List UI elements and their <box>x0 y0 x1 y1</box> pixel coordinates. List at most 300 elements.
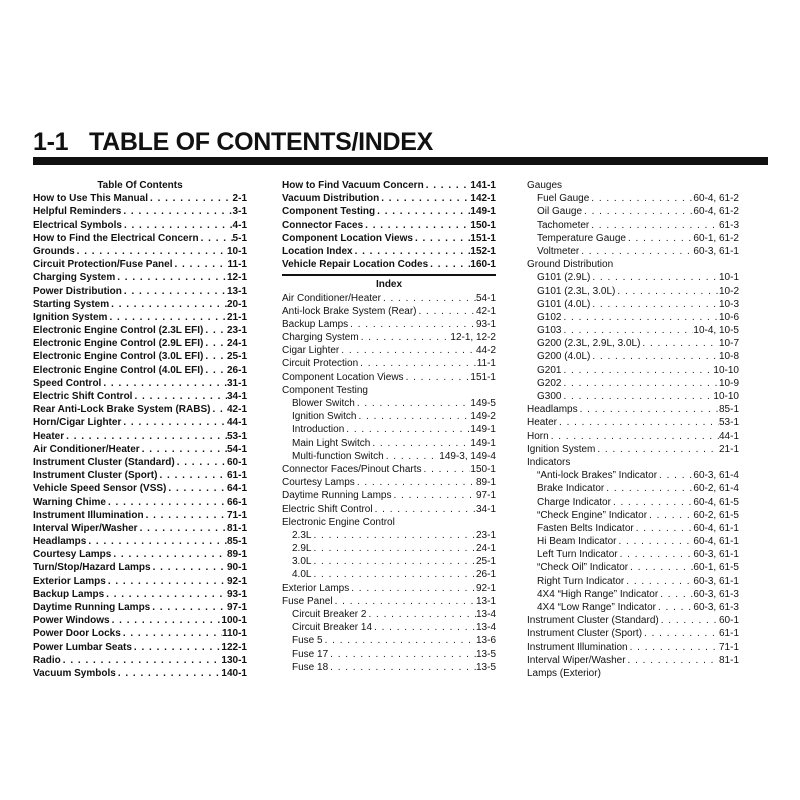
index-entry[interactable] <box>527 509 739 522</box>
dot-leader <box>416 305 476 318</box>
index-entry[interactable] <box>282 621 496 634</box>
toc-title: Table Of Contents <box>97 180 183 191</box>
entry-title: Electrical Symbols <box>33 219 122 231</box>
dot-leader <box>375 205 470 218</box>
entry-title: Electronic Engine Control (4.0L EFI) <box>33 364 204 376</box>
entry-page: 60-1 <box>226 456 247 468</box>
index-rule <box>282 274 496 276</box>
dot-leader <box>151 561 227 574</box>
entry-title: Headlamps <box>33 536 87 548</box>
index-entry[interactable] <box>33 232 247 245</box>
index-group-heading: Component Testing <box>282 384 368 396</box>
entry-title: Brake Indicator <box>537 483 605 495</box>
entry-page: 11-1 <box>227 259 247 271</box>
entry-title: Power Windows <box>33 615 110 627</box>
entry-page: 60-1 <box>718 615 739 627</box>
dot-leader <box>372 621 476 634</box>
entry-page: 149-1 <box>470 206 496 218</box>
dot-leader <box>311 568 476 581</box>
index-entry[interactable] <box>282 608 496 621</box>
index-entry[interactable] <box>33 285 247 298</box>
entry-title: G101 (4.0L) <box>537 298 591 310</box>
index-entry[interactable] <box>282 245 496 258</box>
toc-column-1 <box>33 179 247 680</box>
entry-title: Electronic Engine Control (2.9L EFI) <box>33 338 204 350</box>
dot-leader <box>348 318 476 331</box>
entry-title: Location Index <box>282 245 353 257</box>
dot-leader <box>589 219 719 232</box>
index-entry[interactable] <box>527 430 739 443</box>
entry-title: Connector Faces/Pinout Charts <box>282 463 422 475</box>
dot-leader <box>413 232 470 245</box>
entry-title: Instrument Cluster (Standard) <box>33 456 175 468</box>
index-entry[interactable] <box>33 377 247 390</box>
index-entry[interactable] <box>33 324 247 337</box>
index-entry[interactable] <box>282 410 496 423</box>
entry-title: Circuit Protection <box>282 358 359 370</box>
index-entry[interactable] <box>33 219 247 232</box>
entry-page: 81-1 <box>718 654 739 666</box>
index-group-heading: Indicators <box>527 456 571 468</box>
entry-page: 64-1 <box>226 483 247 495</box>
toc-list <box>33 192 247 680</box>
entry-page: 149-1 <box>470 437 496 449</box>
entry-title: Instrument Illumination <box>527 641 628 653</box>
entry-title: Component Testing <box>282 206 376 218</box>
entry-page: 10-3 <box>718 298 739 310</box>
index-entry[interactable] <box>282 595 496 608</box>
index-entry[interactable] <box>527 496 739 509</box>
index-entry[interactable] <box>282 192 496 205</box>
entry-page: 13-5 <box>475 661 496 673</box>
entry-title: Tachometer <box>537 219 590 231</box>
index-entry[interactable] <box>527 377 739 390</box>
entry-page: 122-1 <box>221 641 247 653</box>
entry-title: How to Use This Manual <box>33 193 149 205</box>
entry-page: 142-1 <box>470 193 496 205</box>
entry-title: Rear Anti-Lock Brake System (RABS) <box>33 404 211 416</box>
index-entry[interactable] <box>282 634 496 647</box>
entry-page: 44-1 <box>226 417 247 429</box>
dot-leader <box>370 437 470 450</box>
page-header <box>33 128 433 157</box>
index-entry[interactable] <box>527 192 739 205</box>
index-entry[interactable] <box>527 548 739 561</box>
dot-leader <box>561 324 693 337</box>
entry-title: Main Light Switch <box>292 437 371 449</box>
entry-page: 97-1 <box>226 602 247 614</box>
entry-page: 60-3, 61-1 <box>693 245 739 257</box>
entry-page: 150-1 <box>470 219 496 231</box>
index-entry[interactable] <box>527 390 739 403</box>
entry-page: 149-3, 149-4 <box>439 450 496 462</box>
entry-page: 97-1 <box>475 490 496 502</box>
dot-leader <box>203 350 227 363</box>
index-entry[interactable] <box>33 192 247 205</box>
dot-leader <box>111 548 227 561</box>
dot-leader <box>373 503 476 516</box>
index-entry[interactable] <box>33 443 247 456</box>
entry-page: 93-1 <box>475 318 496 330</box>
index-entry[interactable] <box>33 535 247 548</box>
dot-leader <box>203 364 227 377</box>
entry-page: 149-1 <box>470 424 496 436</box>
index-entry[interactable] <box>282 542 496 555</box>
entry-title: Oil Gauge <box>537 206 583 218</box>
index-entry[interactable] <box>527 482 739 495</box>
entry-page: 10-7 <box>718 338 739 350</box>
index-entry[interactable] <box>33 575 247 588</box>
index-entry[interactable] <box>527 654 739 667</box>
dot-leader <box>64 430 227 443</box>
index-entry[interactable] <box>33 561 247 574</box>
entry-page: 21-1 <box>226 311 247 323</box>
dot-leader <box>626 232 693 245</box>
index-entry[interactable] <box>33 337 247 350</box>
index-entry[interactable] <box>33 496 247 509</box>
entry-page: 10-10 <box>713 391 739 402</box>
index-entry[interactable] <box>33 403 247 416</box>
dot-leader <box>148 192 233 205</box>
index-entry[interactable] <box>527 245 739 258</box>
toc-column-2 <box>282 179 496 674</box>
index-entry[interactable] <box>527 350 739 363</box>
index-entry[interactable] <box>527 324 739 337</box>
entry-page: 26-1 <box>226 364 247 376</box>
entry-page: 90-1 <box>226 562 247 574</box>
index-entry[interactable] <box>527 535 739 548</box>
entry-page: 92-1 <box>226 575 247 587</box>
entry-title: Grounds <box>33 245 75 257</box>
entry-title: Starting System <box>33 298 110 310</box>
entry-title: Instrument Illumination <box>33 509 144 521</box>
entry-title: Courtesy Lamps <box>33 549 112 561</box>
entry-page: 54-1 <box>226 443 247 455</box>
entry-title: “Check Oil” Indicator <box>537 562 629 574</box>
dot-leader <box>626 654 719 667</box>
entry-page: 23-1 <box>475 529 496 541</box>
index-entry[interactable] <box>527 416 739 429</box>
index-entry[interactable] <box>527 298 739 311</box>
entry-title: Power Distribution <box>33 285 122 297</box>
index-entry[interactable] <box>282 489 496 502</box>
index-entry[interactable] <box>527 219 739 232</box>
index-entry[interactable] <box>527 588 739 601</box>
index-entry[interactable] <box>33 258 247 271</box>
index-entry[interactable] <box>282 232 496 245</box>
entry-page: 60-1, 61-2 <box>693 232 739 244</box>
dot-leader <box>116 667 222 680</box>
entry-title: Vacuum Symbols <box>33 667 116 679</box>
dot-leader <box>363 219 470 232</box>
entry-title: Electric Shift Control <box>282 503 373 515</box>
entry-page: 2-1 <box>232 193 247 205</box>
index-entry[interactable] <box>282 305 496 318</box>
dot-leader <box>549 430 719 443</box>
index-entry[interactable] <box>33 364 247 377</box>
index-entry[interactable] <box>33 667 247 680</box>
index-entry[interactable] <box>33 614 247 627</box>
index-entry[interactable] <box>33 469 247 482</box>
entry-page: 140-1 <box>221 667 247 679</box>
dot-leader <box>578 403 719 416</box>
entry-page: 81-1 <box>226 522 247 534</box>
index-entry[interactable] <box>33 641 247 654</box>
entry-page: 23-1 <box>226 325 247 337</box>
entry-title: Headlamps <box>527 404 578 416</box>
index-group-heading: Lamps (Exterior) <box>527 667 601 679</box>
entry-page: 60-3, 61-1 <box>693 549 739 561</box>
index-entry[interactable] <box>282 357 496 370</box>
index-entry[interactable] <box>527 601 739 614</box>
header-rule <box>33 157 768 165</box>
entry-title: Daytime Running Lamps <box>282 490 392 502</box>
entry-title: Daytime Running Lamps <box>33 602 151 614</box>
index-entry[interactable] <box>282 205 496 218</box>
entry-title: Power Door Locks <box>33 628 121 640</box>
entry-title: Component Location Views <box>282 232 413 244</box>
dot-leader <box>379 192 470 205</box>
index-entry[interactable] <box>33 588 247 601</box>
dot-leader <box>359 331 451 344</box>
entry-title: Charging System <box>33 272 116 284</box>
entry-page: 12-1 <box>226 272 247 284</box>
index-entry[interactable] <box>527 271 739 284</box>
entry-title: G202 <box>537 377 562 389</box>
dot-leader <box>106 496 227 509</box>
entry-page: 149-2 <box>470 411 496 423</box>
toc-list-continued <box>282 179 496 271</box>
entry-title: Connector Faces <box>282 219 364 231</box>
index-entry[interactable] <box>527 311 739 324</box>
index-entry[interactable] <box>282 648 496 661</box>
index-entry[interactable] <box>282 219 496 232</box>
index-entry[interactable] <box>282 450 496 463</box>
index-entry[interactable] <box>282 397 496 410</box>
index-entry[interactable] <box>282 568 496 581</box>
entry-page: 130-1 <box>221 654 247 666</box>
index-entry[interactable] <box>527 285 739 298</box>
index-entry[interactable] <box>33 627 247 640</box>
dot-leader <box>355 397 471 410</box>
entry-title: 2.9L <box>292 543 312 555</box>
index-entry[interactable] <box>527 443 739 456</box>
entry-page: 44-1 <box>718 430 739 442</box>
index-list-continued <box>527 179 739 680</box>
entry-page: 10-4, 10-5 <box>693 325 739 337</box>
dot-leader <box>122 219 233 232</box>
entry-title: 4.0L <box>292 569 312 581</box>
entry-title: 4X4 “Low Range” Indicator <box>537 602 656 613</box>
entry-page: 151-1 <box>470 371 496 383</box>
dot-leader <box>590 271 719 284</box>
entry-page: 11-1 <box>476 358 496 370</box>
dot-leader <box>106 575 227 588</box>
index-entry[interactable] <box>33 298 247 311</box>
index-entry[interactable] <box>33 522 247 535</box>
entry-title: G200 (4.0L) <box>537 351 591 363</box>
entry-title: G102 <box>537 311 562 323</box>
dot-leader <box>86 535 227 548</box>
dot-leader <box>61 654 222 667</box>
dot-leader <box>210 403 227 416</box>
entry-page: 152-1 <box>470 245 496 257</box>
entry-page: 20-1 <box>226 298 247 310</box>
entry-title: Component Location Views <box>282 371 404 383</box>
index-entry[interactable] <box>33 509 247 522</box>
index-entry[interactable] <box>33 430 247 443</box>
entry-page: 44-2 <box>475 345 496 357</box>
dot-leader <box>561 390 713 403</box>
dot-leader <box>604 482 693 495</box>
dot-leader <box>358 357 477 370</box>
entry-page: 60-4, 61-2 <box>693 193 739 205</box>
entry-page: 160-1 <box>470 259 496 271</box>
index-entry[interactable] <box>33 416 247 429</box>
index-entry[interactable] <box>33 350 247 363</box>
entry-title: Horn/Cigar Lighter <box>33 417 122 429</box>
index-entry[interactable] <box>33 205 247 218</box>
index-group-heading: Ground Distribution <box>527 259 614 271</box>
entry-page: 61-3 <box>718 219 739 231</box>
index-entry[interactable] <box>282 555 496 568</box>
entry-title: Heater <box>527 417 558 429</box>
entry-page: 10-8 <box>718 351 739 363</box>
index-entry[interactable] <box>282 258 496 271</box>
index-entry[interactable] <box>282 331 496 344</box>
index-entry[interactable] <box>527 614 739 627</box>
entry-title: Hi Beam Indicator <box>537 536 617 548</box>
index-entry[interactable] <box>527 575 739 588</box>
dot-leader <box>121 205 232 218</box>
dot-leader <box>640 337 719 350</box>
entry-page: 54-1 <box>475 292 496 304</box>
index-entry[interactable] <box>282 463 496 476</box>
dot-leader <box>355 476 476 489</box>
entry-title: How to Find Vacuum Concern <box>282 180 424 191</box>
entry-page: 66-1 <box>226 496 247 508</box>
entry-title: Electronic Engine Control (3.0L EFI) <box>33 351 204 363</box>
dot-leader <box>203 337 227 350</box>
dot-leader <box>199 232 233 245</box>
index-entry[interactable] <box>527 337 739 350</box>
dot-leader <box>624 575 693 588</box>
dot-leader <box>311 542 476 555</box>
index-entry[interactable] <box>527 469 739 482</box>
dot-leader <box>384 450 440 463</box>
dot-leader <box>392 489 476 502</box>
entry-title: “Check Engine” Indicator <box>537 509 648 521</box>
entry-title: Right Turn Indicator <box>537 575 625 587</box>
dot-leader <box>122 285 227 298</box>
index-entry[interactable] <box>282 503 496 516</box>
entry-title: Air Conditioner/Heater <box>282 292 381 304</box>
dot-leader <box>424 179 471 192</box>
index-entry[interactable] <box>527 364 739 377</box>
index-entry[interactable] <box>33 456 247 469</box>
dot-leader <box>311 529 476 542</box>
index-entry[interactable] <box>33 548 247 561</box>
index-entry[interactable] <box>282 179 496 192</box>
entry-title: Turn/Stop/Hazard Lamps <box>33 562 151 574</box>
entry-title: G101 (2.3L, 3.0L) <box>537 285 616 297</box>
dot-leader <box>658 588 693 601</box>
index-entry[interactable] <box>33 271 247 284</box>
index-entry[interactable] <box>282 529 496 542</box>
index-entry[interactable] <box>527 403 739 416</box>
entry-page: 141-1 <box>470 180 496 191</box>
entry-title: Heater <box>33 430 65 442</box>
index-entry[interactable] <box>282 292 496 305</box>
index-entry[interactable] <box>282 476 496 489</box>
index-entry[interactable] <box>33 601 247 614</box>
dot-leader <box>138 522 227 535</box>
entry-page: 71-1 <box>226 509 247 521</box>
entry-page: 24-1 <box>226 338 247 350</box>
dot-leader <box>611 496 693 509</box>
entry-page: 60-4, 61-2 <box>693 206 739 218</box>
index-entry[interactable] <box>527 561 739 574</box>
dot-leader <box>628 561 693 574</box>
entry-page: 60-3, 61-3 <box>693 602 739 613</box>
entry-title: Multi-function Switch <box>292 450 384 462</box>
index-entry[interactable] <box>527 627 739 640</box>
entry-page: 60-2, 61-5 <box>693 509 739 521</box>
index-entry[interactable] <box>33 311 247 324</box>
dot-leader <box>616 535 693 548</box>
index-entry[interactable] <box>282 437 496 450</box>
index-entry[interactable] <box>527 205 739 218</box>
dot-leader <box>356 410 470 423</box>
entry-title: Fuse 5 <box>292 635 323 647</box>
entry-title: Air Conditioner/Heater <box>33 443 140 455</box>
index-entry[interactable] <box>282 423 496 436</box>
entry-page: 5-1 <box>232 232 247 244</box>
index-entry[interactable] <box>282 582 496 595</box>
index-entry[interactable] <box>33 245 247 258</box>
dot-leader <box>595 443 719 456</box>
entry-title: Voltmeter <box>537 245 580 257</box>
dot-leader <box>557 416 719 429</box>
entry-title: Electric Shift Control <box>33 391 133 403</box>
index-entry[interactable] <box>282 318 496 331</box>
entry-title: Cigar Lighter <box>282 345 340 357</box>
index-entry[interactable] <box>527 641 739 654</box>
index-entry[interactable] <box>33 654 247 667</box>
entry-page: 31-1 <box>226 377 247 389</box>
index-entry[interactable] <box>282 661 496 674</box>
entry-title: 4X4 “High Range” Indicator <box>537 588 659 600</box>
entry-title: Instrument Cluster (Standard) <box>527 615 659 627</box>
entry-page: 10-2 <box>718 285 739 297</box>
entry-title: G300 <box>537 391 562 402</box>
index-entry[interactable] <box>527 232 739 245</box>
entry-title: G103 <box>537 325 562 337</box>
index-entry[interactable] <box>527 522 739 535</box>
entry-page: 13-4 <box>475 622 496 634</box>
entry-page: 26-1 <box>475 569 496 581</box>
dot-leader <box>172 258 227 271</box>
index-entry[interactable] <box>33 390 247 403</box>
index-entry[interactable] <box>33 482 247 495</box>
entry-title: G101 (2.9L) <box>537 272 591 284</box>
entry-page: 10-6 <box>718 311 739 323</box>
index-entry[interactable] <box>282 371 496 384</box>
entry-title: Temperature Gauge <box>537 232 626 244</box>
index-entry[interactable] <box>282 344 496 357</box>
dot-leader <box>115 271 227 284</box>
index-list <box>282 292 496 674</box>
